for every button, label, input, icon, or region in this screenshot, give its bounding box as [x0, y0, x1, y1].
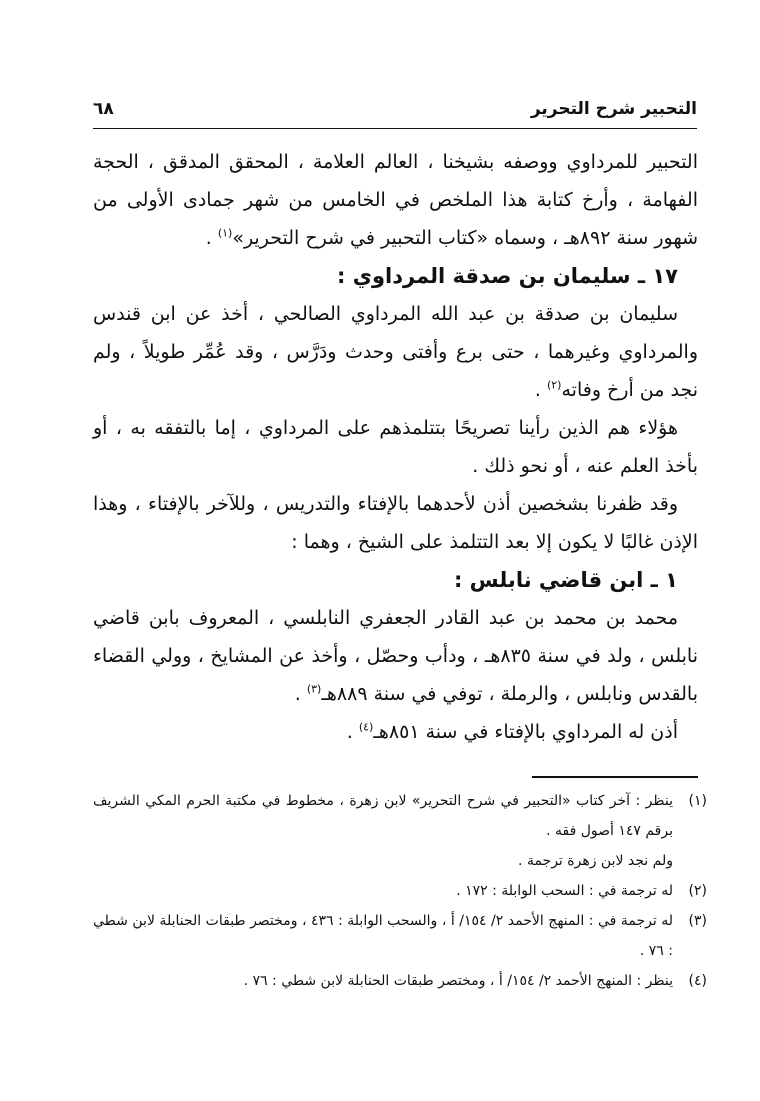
footnote-continuation: ولم نجد لابن زهرة ترجمة .	[518, 853, 673, 869]
paragraph: سليمان بن صدقة بن عبد الله المرداوي الصالحي ، أخذ عن ابن قندس والمرداوي وغيرهما ، حتى برع وأفتى وحدث ودَرَّس ، وقد عُمِّر طويلاً ، ولم نجد من أرخ وفاته$^{(٢)}$ .	[93, 303, 698, 401]
footnote-text: ينظر : المنهج الأحمد ٢/ ١٥٤/ أ ، ومختصر طبقات الحنابلة لابن شطي : ٧٦ .	[243, 973, 673, 989]
footnote	[93, 876, 707, 906]
paragraph: وقد ظفرنا بشخصين أذن لأحدهما بالإفتاء والتدريس ، وللآخر بالإفتاء ، وهذا الإذن غالبًا لا يكون إلا بعد التتلمذ على الشيخ ، وهما :	[93, 493, 698, 553]
footnote	[93, 966, 707, 996]
paragraph: هؤلاء هم الذين رأينا تصريحًا بتتلمذهم على المرداوي ، إما بالتفقه به ، أو بأخذ العلم عنه ، أو نحو ذلك .	[93, 417, 698, 477]
footnote-text: له ترجمة في : السحب الوابلة : ١٧٢ .	[456, 883, 673, 899]
paragraph: أذن له المرداوي بالإفتاء في سنة ٨٥١هـ$^{(٤)}$ .	[346, 720, 678, 743]
page-header	[93, 92, 697, 126]
footnote-number: (٣)	[688, 913, 707, 929]
footnote-ref: (٣)	[306, 682, 322, 696]
main-text	[93, 143, 698, 751]
header-rule	[93, 128, 697, 129]
footnote-rule	[532, 776, 698, 778]
footnotes	[93, 786, 707, 996]
paragraph: التحبير للمرداوي ووصفه بشيخنا ، العالم العلامة ، المحقق المدقق ، الحجة الفهامة ، وأرخ كتابة هذا الملخص في الخامس من شهر جمادى الأولى من شهور سنة ٨٩٢هـ ، وسماه «كتاب التحبير في شرح التحرير»$^{(١)}$ .	[93, 151, 698, 249]
paragraph: محمد بن محمد بن عبد القادر الجعفري النابلسي ، المعروف بابن قاضي نابلس ، ولد في سنة ٨٣٥هـ ، ودأب وحصّل ، وأخذ عن المشايخ ، وولي القضاء بالقدس ونابلس ، والرملة ، توفي في سنة ٨٨٩هـ$^{(٣)}$ .	[93, 607, 698, 705]
footnote-number: (٢)	[688, 883, 707, 899]
footnote	[93, 786, 707, 846]
footnote-ref: (٢)	[546, 378, 562, 392]
footnote	[93, 906, 707, 966]
footnote-text: ينظر : آخر كتاب «التحبير في شرح التحرير» لابن زهرة ، مخطوط في مكتبة الحرم المكي الشريف برقم ١٤٧ أصول فقه .	[93, 793, 673, 839]
running-title: التحبير شرح التحرير	[530, 99, 697, 119]
footnote-ref: (١)	[217, 226, 233, 240]
footnote-number: (١)	[688, 793, 707, 809]
footnote-number: (٤)	[688, 973, 707, 989]
footnote-ref: (٤)	[358, 720, 374, 734]
section-heading: ١ ـ ابن قاضي نابلس :	[453, 568, 678, 592]
page-number: ٦٨	[93, 99, 114, 119]
footnote-text: له ترجمة في : المنهج الأحمد ٢/ ١٥٤/ أ ، والسحب الوابلة : ٤٣٦ ، ومختصر طبقات الحنابلة لابن شطي : ٧٦ .	[93, 913, 674, 959]
section-heading: ١٧ ـ سليمان بن صدقة المرداوي :	[337, 264, 678, 288]
